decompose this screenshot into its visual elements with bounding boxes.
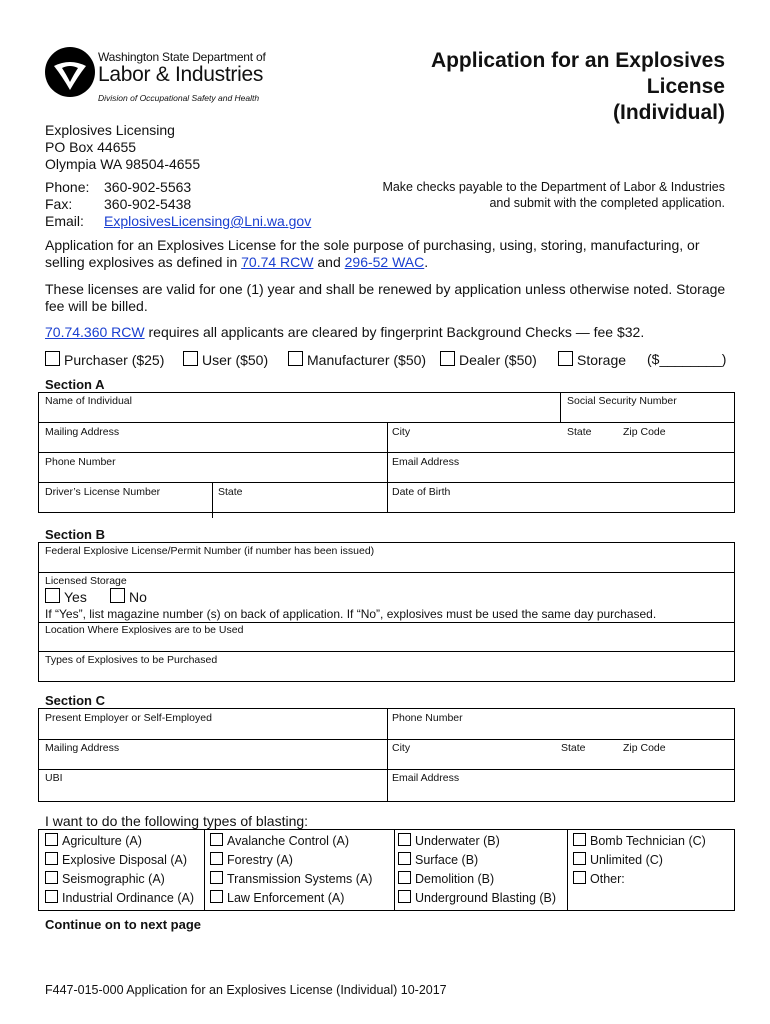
employer-city-field[interactable]: City — [392, 742, 411, 754]
option-label: Explosive Disposal (A) — [62, 853, 188, 867]
storage-fee-field[interactable]: ($________) — [647, 351, 727, 367]
blast-bomb-technician[interactable] — [573, 833, 706, 849]
location-field[interactable]: Location Where Explosives are to be Used — [45, 624, 244, 636]
continue-note: Continue on to next page — [45, 917, 201, 932]
checkbox-icon[interactable] — [573, 871, 586, 884]
page-title — [431, 48, 725, 126]
checkbox-icon[interactable] — [45, 351, 60, 366]
title-line-3: (Individual) — [613, 101, 725, 124]
intro-p3-text: requires all applicants are cleared by fingerprint Background Checks — fee $32. — [144, 324, 645, 340]
blast-transmission-systems[interactable] — [210, 871, 372, 887]
explosive-types-field[interactable]: Types of Explosives to be Purchased — [45, 654, 218, 666]
blast-explosive-disposal[interactable] — [45, 852, 187, 868]
phone-field[interactable]: Phone Number — [45, 456, 116, 468]
blast-seismographic[interactable] — [45, 871, 165, 887]
storage-note: If “Yes”, list magazine number (s) on back of application. If “No”, explosives must be used the same day purchased. — [45, 607, 657, 621]
license-purchaser[interactable] — [45, 351, 164, 369]
payable-note — [382, 179, 725, 211]
email-label: Email: — [45, 213, 84, 229]
blast-law-enforcement[interactable] — [210, 890, 344, 906]
blast-unlimited[interactable] — [573, 852, 663, 868]
employer-field[interactable]: Present Employer or Self-Employed — [45, 712, 212, 724]
intro-p2-line1: These licenses are valid for one (1) year and shall be renewed by application unless otherwise noted. Storage — [45, 281, 726, 297]
checkbox-icon[interactable] — [45, 588, 60, 603]
storage-no[interactable] — [110, 588, 147, 606]
storage-label: Storage — [577, 352, 627, 368]
license-storage[interactable] — [558, 351, 626, 369]
blast-forestry[interactable] — [210, 852, 293, 868]
intro-p1-and: and — [313, 254, 345, 270]
checkbox-icon[interactable] — [440, 351, 455, 366]
section-a-title: Section A — [45, 377, 105, 392]
checkbox-icon[interactable] — [573, 833, 586, 846]
blast-other[interactable] — [573, 871, 625, 887]
option-label: Seismographic (A) — [62, 872, 165, 886]
checkbox-icon[interactable] — [110, 588, 125, 603]
unit-name: Explosives Licensing — [45, 122, 175, 138]
agency-name: Labor & Industries — [98, 63, 264, 86]
lni-logo-icon — [44, 46, 96, 98]
intro-p1-period: . — [424, 254, 429, 270]
option-label: Unlimited (C) — [590, 853, 663, 867]
po-box: PO Box 44655 — [45, 139, 137, 155]
option-label: Demolition (B) — [415, 872, 495, 886]
dob-field[interactable]: Date of Birth — [392, 486, 451, 498]
form-id: F447-015-000 Application for an Explosives License (Individual) 10-2017 — [45, 983, 447, 997]
option-label: Industrial Ordinance (A) — [62, 891, 195, 905]
checkbox-icon[interactable] — [288, 351, 303, 366]
blast-industrial-ordinance[interactable] — [45, 890, 194, 906]
checkbox-icon[interactable] — [398, 833, 411, 846]
no-label: No — [129, 589, 147, 605]
blast-avalanche-control[interactable] — [210, 833, 349, 849]
rcw-7074-link[interactable]: 70.74 RCW — [241, 254, 314, 270]
dept-line: Washington State Department of — [98, 50, 266, 64]
option-label: Agriculture (A) — [62, 834, 142, 848]
checkbox-icon[interactable] — [45, 890, 58, 903]
checkbox-icon[interactable] — [210, 852, 223, 865]
checkbox-icon[interactable] — [573, 852, 586, 865]
city-line: Olympia WA 98504-4655 — [45, 156, 201, 172]
employer-zip-field[interactable]: Zip Code — [623, 742, 666, 754]
option-label: Surface (B) — [415, 853, 479, 867]
checkbox-icon[interactable] — [45, 852, 58, 865]
rcw-7074360-link[interactable]: 70.74.360 RCW — [45, 324, 145, 340]
blast-underwater[interactable] — [398, 833, 500, 849]
checkbox-icon[interactable] — [398, 890, 411, 903]
intro-paragraph-3 — [45, 324, 644, 341]
name-field[interactable]: Name of Individual — [45, 395, 132, 407]
user-label: User ($50) — [202, 352, 269, 368]
federal-license-field[interactable]: Federal Explosive License/Permit Number (if number has been issued) — [45, 545, 375, 557]
intro-paragraph-1 — [45, 237, 735, 271]
zip-field[interactable]: Zip Code — [623, 426, 666, 438]
blast-demolition[interactable] — [398, 871, 494, 887]
title-line-2: License — [646, 75, 725, 98]
contact-labels — [45, 179, 89, 230]
address-block — [45, 122, 200, 173]
dealer-label: Dealer ($50) — [459, 352, 537, 368]
ssn-field[interactable]: Social Security Number — [567, 395, 677, 407]
division-name: Division of Occupational Safety and Health — [98, 93, 260, 103]
checkbox-icon[interactable] — [558, 351, 573, 366]
employer-email-field[interactable]: Email Address — [392, 772, 460, 784]
option-label: Transmission Systems (A) — [227, 872, 373, 886]
phone-label: Phone: — [45, 179, 90, 195]
purchaser-label: Purchaser ($25) — [64, 352, 165, 368]
payable-line-1: Make checks payable to the Department of Labor & Industries — [382, 180, 725, 194]
option-label: Forestry (A) — [227, 853, 293, 867]
email-link[interactable]: ExplosivesLicensing@Lni.wa.gov — [104, 213, 312, 229]
option-label: Underground Blasting (B) — [415, 891, 557, 905]
license-manufacturer[interactable] — [288, 351, 426, 369]
option-label: Other: — [590, 872, 625, 886]
checkbox-icon[interactable] — [210, 871, 223, 884]
section-c-title: Section C — [45, 693, 105, 708]
phone-value: 360-902-5563 — [104, 179, 192, 195]
employer-mailing-field[interactable]: Mailing Address — [45, 742, 120, 754]
employer-state-field[interactable]: State — [561, 742, 586, 754]
blast-underground[interactable] — [398, 890, 556, 906]
blast-surface[interactable] — [398, 852, 478, 868]
intro-p1-line1: Application for an Explosives License for the sole purpose of purchasing, using, storing, manufacturing, or — [45, 237, 700, 253]
blasting-intro: I want to do the following types of blasting: — [45, 813, 309, 829]
wac-29652-link[interactable]: 296-52 WAC — [344, 254, 425, 270]
intro-paragraph-2 — [45, 281, 735, 315]
state-field[interactable]: State — [567, 426, 592, 438]
fax-label: Fax: — [45, 196, 73, 212]
payable-line-2: and submit with the completed application. — [489, 196, 725, 210]
dl-state-field[interactable]: State — [218, 486, 243, 498]
licensed-storage-label: Licensed Storage — [45, 575, 127, 587]
agency-logo — [44, 46, 96, 98]
contact-values — [104, 179, 311, 230]
intro-p2-line2: fee will be billed. — [45, 298, 148, 314]
option-label: Bomb Technician (C) — [590, 834, 706, 848]
intro-p1-text: selling explosives as defined in — [45, 254, 242, 270]
yes-label: Yes — [64, 589, 87, 605]
city-field[interactable]: City — [392, 426, 411, 438]
checkbox-icon[interactable] — [210, 890, 223, 903]
mailing-address-field[interactable]: Mailing Address — [45, 426, 120, 438]
employer-phone-field[interactable]: Phone Number — [392, 712, 463, 724]
blast-agriculture[interactable] — [45, 833, 142, 849]
title-line-1: Application for an Explosives — [430, 49, 725, 72]
checkbox-icon[interactable] — [398, 871, 411, 884]
option-label: Law Enforcement (A) — [227, 891, 345, 905]
storage-yes[interactable] — [45, 588, 87, 606]
email-field[interactable]: Email Address — [392, 456, 460, 468]
manufacturer-label: Manufacturer ($50) — [307, 352, 427, 368]
ubi-field[interactable]: UBI — [45, 772, 63, 784]
section-b-title: Section B — [45, 527, 105, 542]
option-label: Avalanche Control (A) — [227, 834, 350, 848]
checkbox-icon[interactable] — [45, 871, 58, 884]
checkbox-icon[interactable] — [210, 833, 223, 846]
checkbox-icon[interactable] — [45, 833, 58, 846]
option-label: Underwater (B) — [415, 834, 500, 848]
drivers-license-field[interactable]: Driver’s License Number — [45, 486, 161, 498]
checkbox-icon[interactable] — [398, 852, 411, 865]
license-user[interactable] — [183, 351, 268, 369]
intro-p1-line2 — [45, 254, 735, 271]
checkbox-icon[interactable] — [183, 351, 198, 366]
fax-value: 360-902-5438 — [104, 196, 192, 212]
license-dealer[interactable] — [440, 351, 537, 369]
